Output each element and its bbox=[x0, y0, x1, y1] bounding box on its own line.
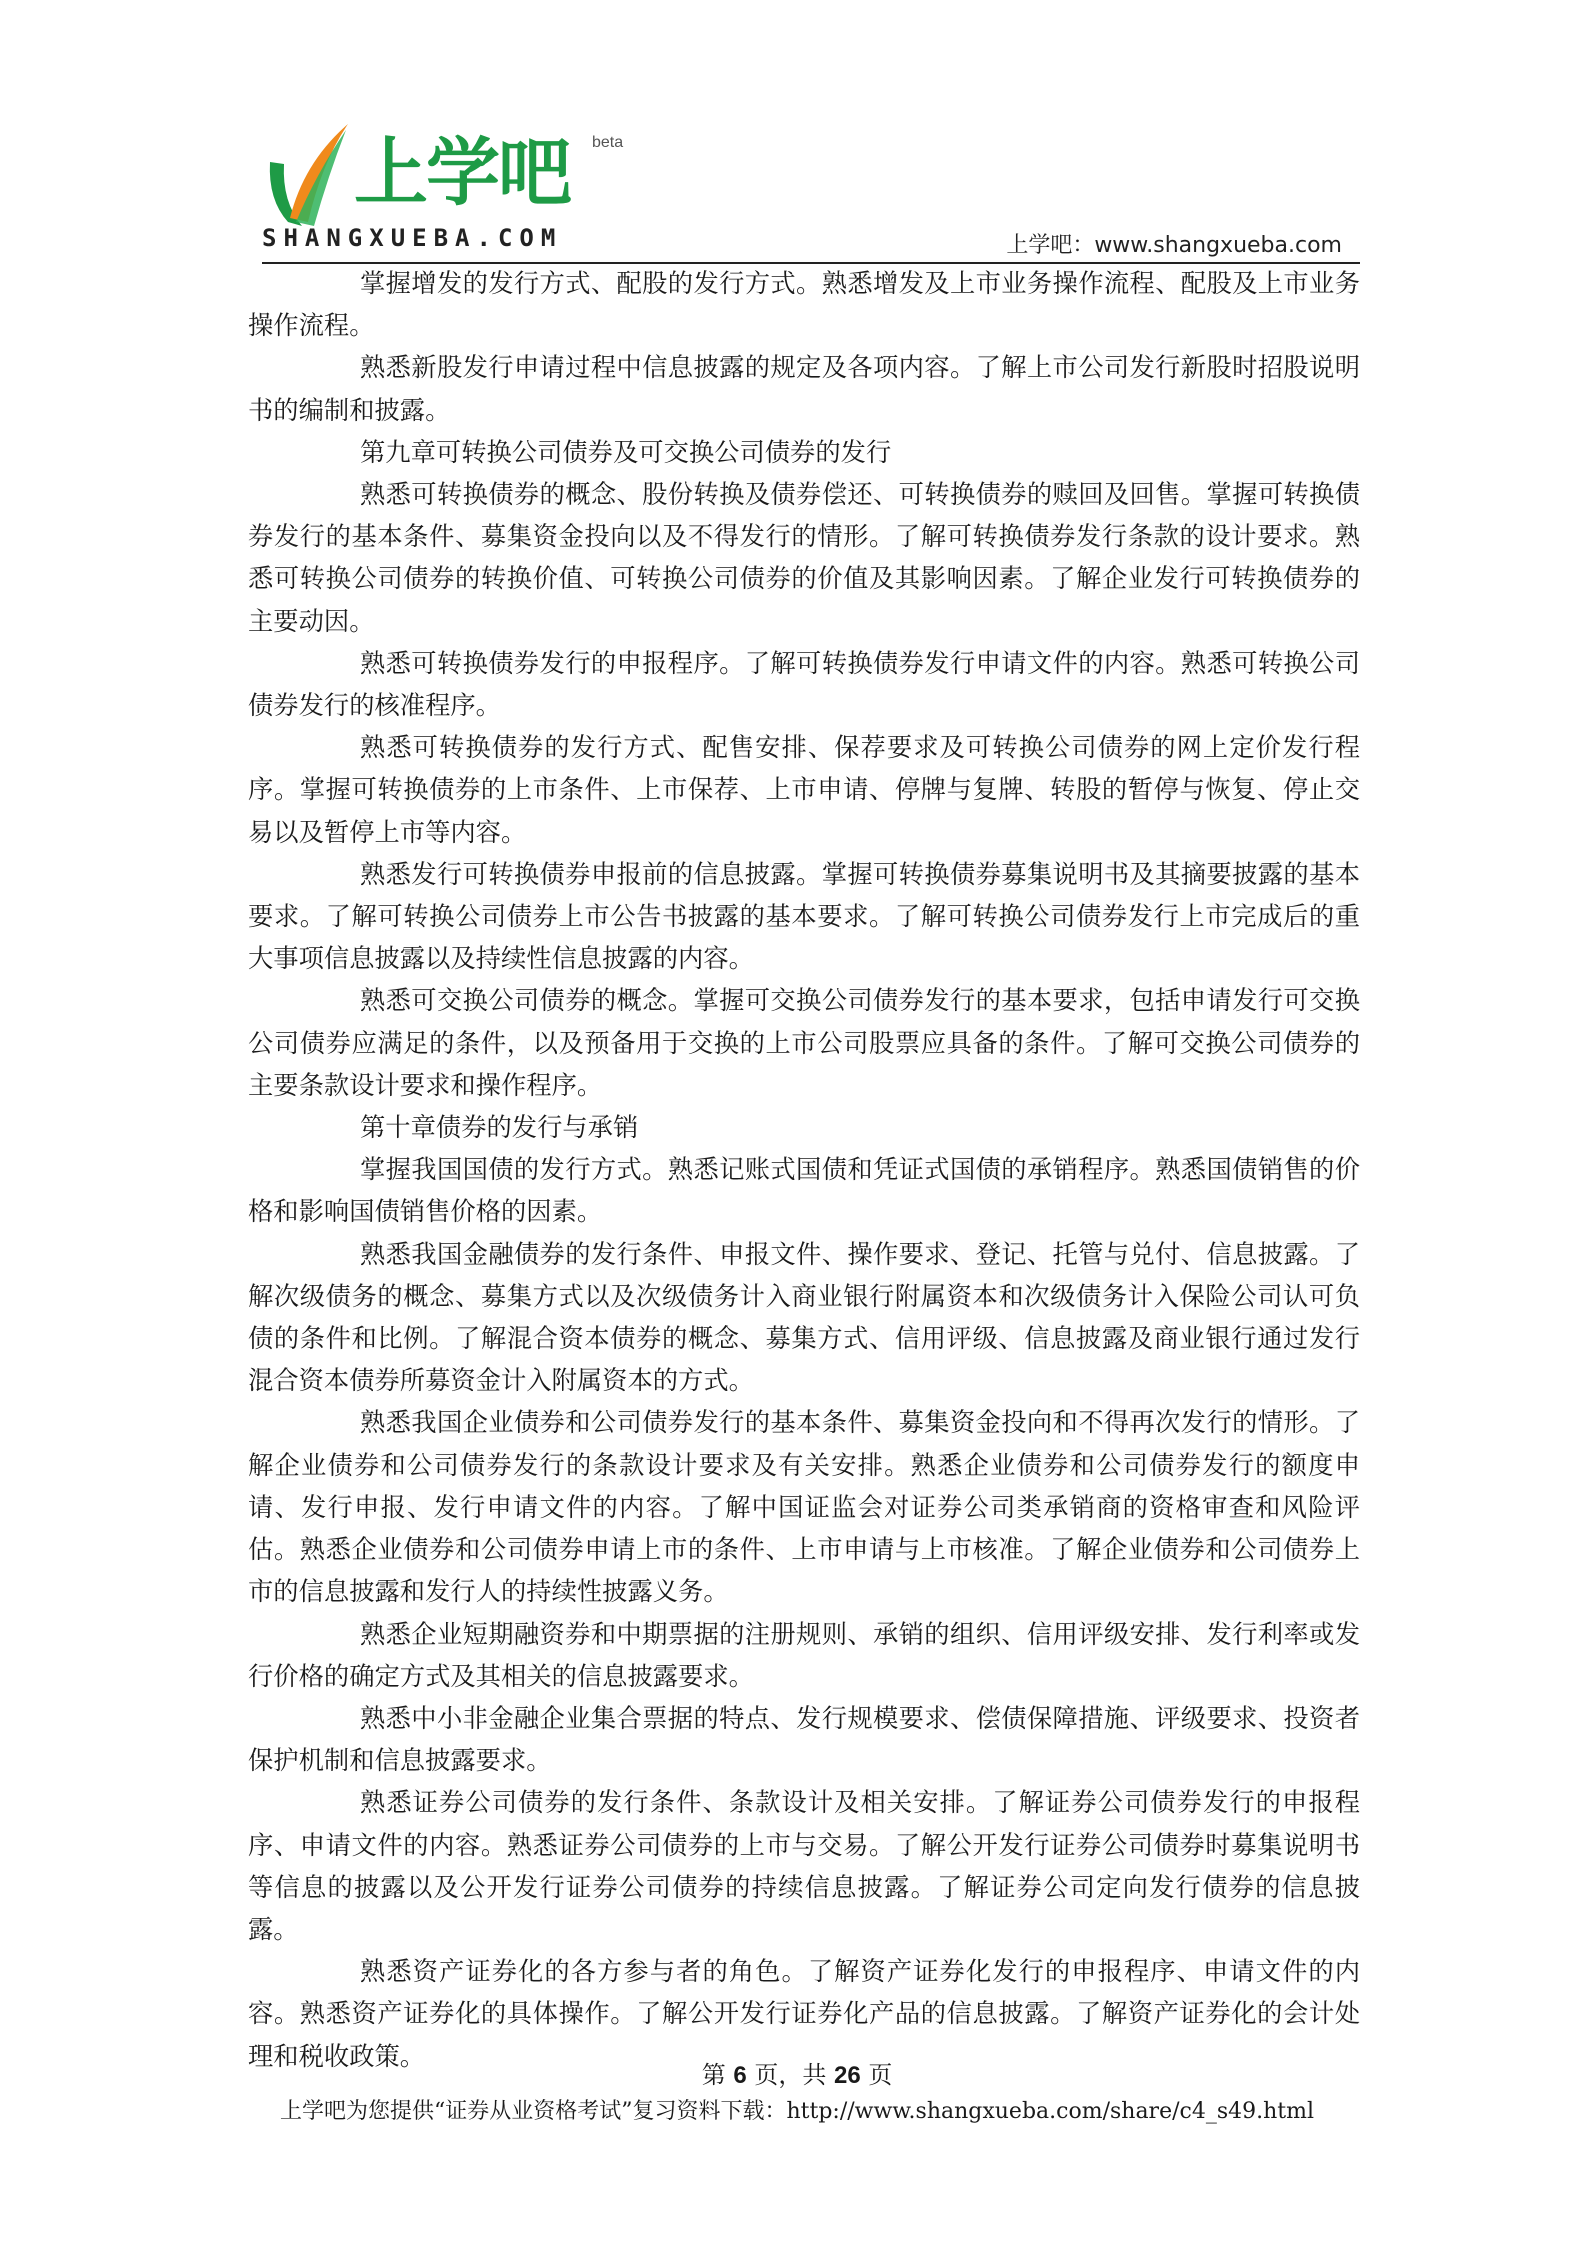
page-current: 6 bbox=[733, 2062, 747, 2089]
paragraph: 熟悉中小非金融企业集合票据的特点、发行规模要求、偿债保障措施、评级要求、投资者保护机制和信息披露要求。 bbox=[248, 1703, 1360, 1776]
page-middle: 页，共 bbox=[754, 2061, 827, 2089]
paragraph: 熟悉可交换公司债券的概念。掌握可交换公司债券发行的基本要求，包括申请发行可交换公司债券应满足的条件，以及预备用于交换的上市公司股票应具备的条件。了解可交换公司债券的主要条款设计要求和操作程序。 bbox=[248, 986, 1360, 1100]
logo-beta-tag: beta bbox=[592, 134, 624, 151]
paragraph: 熟悉企业短期融资券和中期票据的注册规则、承销的组织、信用评级安排、发行利率或发行价格的确定方式及其相关的信息披露要求。 bbox=[248, 1619, 1360, 1691]
page-total: 26 bbox=[833, 2062, 861, 2089]
document-body bbox=[248, 263, 1360, 2078]
paragraph: 熟悉可转换债券的发行方式、配售安排、保荐要求及可转换公司债券的网上定价发行程序。掌握可转换债券的上市条件、上市保荐、上市申请、停牌与复牌、转股的暂停与恢复、停止交易以及暂停上市等内容。 bbox=[248, 733, 1360, 847]
paragraph: 熟悉可转换债券发行的申报程序。了解可转换债券发行申请文件的内容。熟悉可转换公司债券发行的核准程序。 bbox=[248, 648, 1360, 721]
paragraph: 熟悉我国企业债券和公司债券发行的基本条件、募集资金投向和不得再次发行的情形。了解企业债券和公司债券发行的条款设计要求及有关安排。熟悉企业债券和公司债券发行的额度申请、发行申报、发行申请文件的内容。了解中国证监会对证券公司类承销商的资格审查和风险评估。熟悉企业债券和公司债券申请上市的条件、上市申请与上市核准。了解企业债券和公司债券上市的信息披露和发行人的持续性披露义务。 bbox=[248, 1408, 1360, 1607]
header-site-url[interactable]: 上学吧：www.shangxueba.com bbox=[1006, 233, 1342, 258]
paragraph: 熟悉我国金融债券的发行条件、申报文件、操作要求、登记、托管与兑付、信息披露。了解次级债务的概念、募集方式以及次级债务计入商业银行附属资本和次级债务计入保险公司认可负债的条件和比例。了解混合资本债券的概念、募集方式、信用评级、信息披露及商业银行通过发行混合资本债券所募资金计入附属资本的方式。 bbox=[248, 1239, 1360, 1396]
chapter-heading: 第九章可转换公司债券及可交换公司债券的发行 bbox=[360, 437, 892, 467]
paragraph: 熟悉新股发行申请过程中信息披露的规定及各项内容。了解上市公司发行新股时招股说明书的编制和披露。 bbox=[248, 353, 1360, 425]
footer-download-link[interactable]: 上学吧为您提供“证券从业资格考试”复习资料下载：http://www.shangxueba.com/share/c4_s49.html bbox=[279, 2099, 1315, 2124]
paragraph: 熟悉可转换债券的概念、股份转换及债券偿还、可转换债券的赎回及回售。掌握可转换债券发行的基本条件、募集资金投向以及不得发行的情形。了解可转换债券发行条款的设计要求。熟悉可转换公司债券的转换价值、可转换公司债券的价值及其影响因素。了解企业发行可转换债券的主要动因。 bbox=[248, 480, 1360, 636]
paragraph: 掌握增发的发行方式、配股的发行方式。熟悉增发及上市业务操作流程、配股及上市业务操作流程。 bbox=[248, 269, 1360, 341]
page-suffix: 页 bbox=[868, 2061, 893, 2089]
paragraph: 熟悉发行可转换债券申报前的信息披露。掌握可转换债券募集说明书及其摘要披露的基本要求。了解可转换公司债券上市公告书披露的基本要求。了解可转换公司债券发行上市完成后的重大事项信息披露以及持续性信息披露的内容。 bbox=[248, 859, 1360, 974]
paragraph: 熟悉证券公司债券的发行条件、条款设计及相关安排。了解证券公司债券发行的申报程序、申请文件的内容。熟悉证券公司债券的上市与交易。了解公开发行证券公司债券时募集说明书等信息的披露以及公开发行证券公司债券的持续信息披露。了解证券公司定向发行债券的信息披露。 bbox=[248, 1788, 1360, 1944]
chapter-heading: 第十章债券的发行与承销 bbox=[360, 1113, 639, 1143]
page-prefix: 第 bbox=[701, 2061, 726, 2089]
logo-domain: SHANGXUEBA.COM bbox=[262, 224, 563, 252]
paragraph: 掌握我国国债的发行方式。熟悉记账式国债和凭证式国债的承销程序。熟悉国债销售的价格和影响国债销售价格的因素。 bbox=[248, 1155, 1360, 1227]
site-logo[interactable] bbox=[262, 118, 642, 258]
logo-wordmark: 上学吧 bbox=[354, 130, 570, 216]
leaf-check-icon bbox=[262, 122, 352, 232]
paragraph: 熟悉资产证券化的各方参与者的角色。了解资产证券化发行的申报程序、申请文件的内容。熟悉资产证券化的具体操作。了解公开发行证券化产品的信息披露。了解资产证券化的会计处理和税收政策。 bbox=[248, 1957, 1360, 2071]
page-number bbox=[0, 2055, 1594, 2090]
